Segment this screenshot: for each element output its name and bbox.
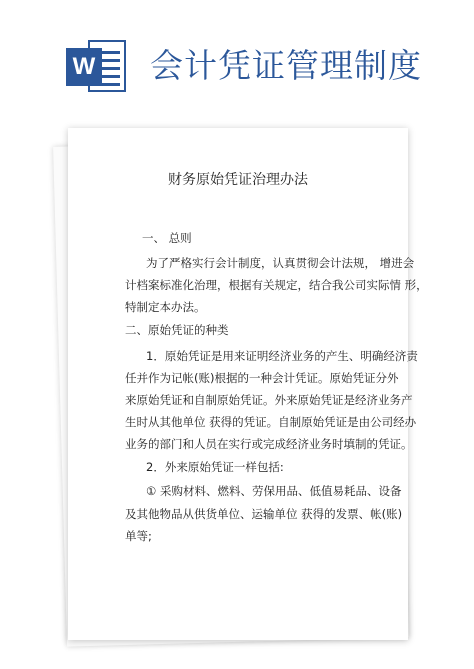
paragraph-line: 1．原始凭证是用来证明经济业务的产生、明确经济责 [146, 349, 418, 363]
paragraph-line: 特制定本办法。 [125, 300, 206, 314]
paragraph-line: 计档案标准化治理，根据有关规定，结合我公司实际情 形， [125, 278, 428, 292]
paragraph-line: 2．外来原始凭证一样包括: [146, 460, 284, 474]
banner-title: 会计凭证管理制度 [150, 46, 422, 85]
document-page [68, 128, 428, 640]
paragraph-line: 单等; [125, 529, 152, 543]
paragraph-line: 任并作为记帐(账)根据的一种会计凭证。原始凭证分外 [125, 371, 399, 385]
section-heading-general: 一、 总则 [142, 231, 192, 245]
paragraph-line: 及其他物品从供货单位、运输单位 获得的发票、帐(账) [125, 507, 403, 521]
document-title: 财务原始凭证治理办法 [168, 172, 308, 188]
document-body [68, 128, 428, 640]
word-logo-letter: W [66, 48, 102, 86]
paragraph-line: 业务的部门和人员在实行或完成经济业务时填制的凭证。 [125, 437, 413, 451]
paragraph-line: 为了严格实行会计制度，认真贯彻会计法规， 增进会 [146, 256, 415, 270]
paragraph-line: 生时从其他单位 获得的凭证。自制原始凭证是由公司经办 [125, 415, 417, 429]
paragraph-line: ① 采购材料、燃料、劳保用品、低值易耗品、设备 [146, 484, 402, 498]
section-heading-types: 二、原始凭证的种类 [125, 323, 229, 337]
paragraph-line: 来原始凭证和自制原始凭证。外来原始凭证是经济业务产 [125, 393, 413, 407]
